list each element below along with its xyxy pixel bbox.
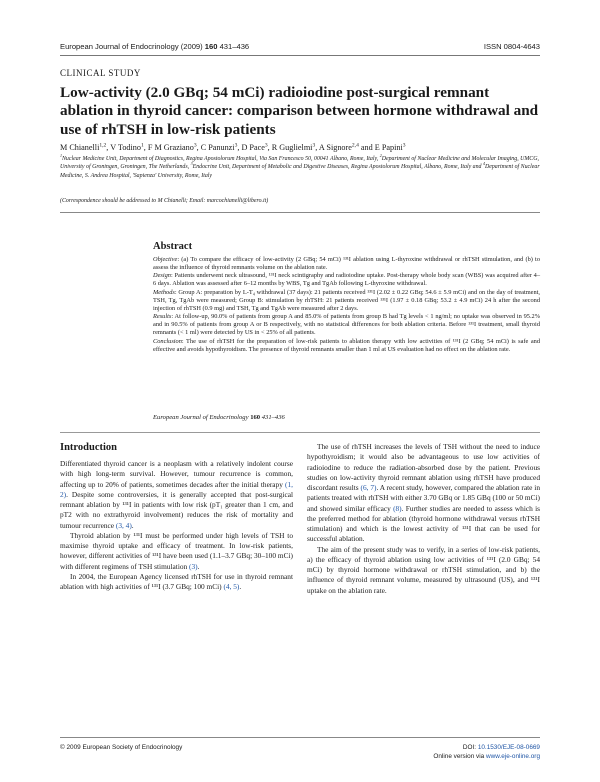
author-name: C Panunzi (200, 143, 235, 152)
abstract-heading: Abstract (153, 241, 193, 252)
author-affiliation-number: 2,4 (351, 142, 359, 149)
paragraph (307, 442, 540, 545)
abstract-text: : At follow-up, 90.0% of patients from group A and 85.0% of patients from group B had Tg levels < 1 ng/ml; no uptake was observed in 95.2% and in 90.5% of patients from group A or B respectively, with no statistical differences for both ablation criteria. Before ¹³¹I treatment, small thyroid remnants (< 1 ml) were detected by US in < 25% of all patients. (153, 313, 540, 337)
abstract-methods (153, 289, 540, 313)
journal-volume: 160 (204, 42, 218, 51)
paragraph: The aim of the present study was to verify, in a series of low-risk patients, a) the efficacy of thyroid ablation using low activities of ¹³¹I (2.0 GBq; 54 mCi) by thyroid hormone withdrawal or rhTSH stimulation, and b) the influence of thyroid remnant volume, measured by ultrasound (US), and ¹³¹I uptake on the ablation rate. (307, 544, 540, 595)
abstract-label: Results (153, 313, 172, 321)
paragraph-text: . (197, 561, 200, 571)
reference-link[interactable]: (3, 4) (115, 520, 132, 530)
citation-pages: 431–436 (260, 414, 285, 421)
abstract-objective (153, 256, 540, 272)
abstract-text: : The use of rhTSH for the preparation of low-risk patients to ablation therapy with low activities of ¹³¹I (2 GBq; 54 mCi) is safe and effective and avoids hypothyroidism. The presence of thyroid remnants smaller than 1 ml at US evaluation had no effect on the ablation rate. (153, 337, 540, 353)
citation-journal: European Journal of Endocrinology (153, 414, 251, 421)
affiliation-text: Endocrine Unit, Department of Metabolic and Digestive Diseases, Regina Apostolorum Hospital, Albano, Rome, Italy and (192, 164, 483, 171)
reference-link[interactable]: (1, 2) (60, 479, 293, 499)
paragraph-text: . (131, 520, 134, 530)
body-column-right (307, 442, 540, 596)
doi-block (433, 744, 540, 761)
paragraph (60, 459, 293, 531)
header-divider (60, 55, 540, 56)
title-block-divider (60, 212, 540, 213)
affiliation-text: Department of Nuclear Medicine, S. Andrea Hospital, 'Sapienza' University, Rome, Italy (60, 164, 540, 179)
affiliation-number: 1 (60, 153, 62, 159)
citation-volume: 160 (250, 414, 261, 421)
reference-link[interactable]: (8) (393, 503, 402, 513)
author-affiliation-number: 3 (234, 142, 238, 149)
issn: ISSN 0804-4643 (483, 42, 540, 51)
abstract-divider (60, 432, 540, 433)
paragraph-text: The use of rhTSH increases the levels of TSH without the need to induce hypothyroidism; it would also be advantageous to use low activities of radioiodine to reduce the radiation-absorbed dose by the patient. Previous studies on low-activity thyroid remnant ablation using rhTSH have produced discordant results (307, 442, 540, 492)
abstract-text: : Group A: preparation by L-T₄ withdrawal (37 days): 21 patients received ¹³¹I (2.02 ± 0.22 GBq; 54.6 ± 5.9 mCi) and on the day of treatment, TSH, Tg, TgAb were measured; Group B: stimulation by rhTSH: 21 patients received ¹³¹I (1.97 ± 0.18 GBq; 53.2 ± 4.9 mCi) 24 h after the second injection of rhTSH (0.9 mg) and TSH, Tg and TgAb were measured after 2 days. (153, 288, 540, 312)
author-affiliation-number: 3 (312, 142, 316, 149)
paragraph-text: In 2004, the European Agency licensed rhTSH for use in thyroid remnant ablation with high activities of ¹³¹I (3.7 GBq; 100 mCi) (60, 571, 293, 591)
abstract-label: Objective (153, 256, 178, 263)
author-name: M Chianelli (60, 143, 100, 152)
doi-link[interactable]: 10.1530/EJE-08-0669 (477, 744, 540, 751)
abstract-label: Design (153, 272, 171, 280)
paragraph-text: . Despite some controversies, it is generally accepted that post-surgical remnant ablation by ¹³¹I in patients with low risk (pT₁ greater than 1 cm, and pT2 with no extrathyroid involvement) reduces the risk of mortality and tumour recurrence (60, 489, 293, 530)
affiliation-number: 3 (190, 161, 193, 167)
affiliation-text: Department of Nuclear Medicine and Molecular Imaging, UMCG, University of Groningen, Groningen, The Netherlands, (60, 156, 539, 171)
introduction-heading: Introduction (60, 442, 117, 453)
paragraph (60, 572, 293, 593)
paragraph-text: Thyroid ablation by ¹³¹I must be performed under high levels of TSH to maximise thyroid uptake and efficacy of treatment. In low-risk patients, however, different activities of ¹³¹I have been used (1.1–3.7 GBq; 30–100 mCi) with different regimens of TSH stimulation (60, 530, 293, 571)
author-name: E Papini (374, 143, 403, 152)
journal-citation-header (60, 42, 249, 51)
footer-divider (60, 737, 540, 738)
author-affiliation-number: 3 (264, 142, 268, 149)
paragraph-text: . Further studies are needed to assess which is the preferred method for ablation (thyroid hormone withdrawal versus rhTSH stimulation) and which is the lowest activity of ¹³¹I that can be used for successful ablation. (307, 503, 540, 544)
reference-link[interactable]: (6, 7) (360, 483, 377, 492)
section-label: CLINICAL STUDY (60, 68, 141, 78)
affiliation-number: 4 (482, 161, 485, 167)
author-name: F M Graziano (147, 143, 194, 152)
author-name: D Pace (241, 143, 265, 152)
author-affiliation-number: 1,2 (99, 142, 107, 149)
abstract-label: Conclusion (153, 337, 182, 345)
abstract-citation (153, 414, 285, 421)
doi-label: DOI: (462, 744, 478, 751)
author-name: R Guglielmi (271, 143, 313, 152)
author-affiliation-number: 1 (141, 142, 144, 149)
affiliations (60, 155, 540, 180)
paragraph (60, 531, 293, 572)
abstract-design (153, 272, 540, 288)
reference-link[interactable]: (4, 5) (223, 582, 240, 591)
abstract-text: : (a) To compare the efficacy of low-activity (2 GBq; 54 mCi) ¹³¹I ablation using L-thyroxine withdrawal or rhTSH stimulation, and (b) to assess the influence of thyroid remnants volume on the ablation rate. (153, 256, 540, 272)
abstract-results (153, 313, 540, 337)
author-affiliation-number: 3 (193, 142, 197, 149)
author-list: M Chianelli$^{1,2}$, V Todino$^1$, F M Graziano$^3$, C Panunzi$^3$, D Pace$^3$, R Guglielmi$^3$, A Signore$^{2,4}$ and E Papini$^3$ (60, 142, 406, 152)
journal-name: European Journal of Endocrinology (2009) (60, 42, 205, 51)
reference-link[interactable]: (3) (189, 561, 198, 571)
author-affiliation-number: 3 (402, 142, 406, 149)
affiliation-number: 2 (379, 153, 382, 159)
affiliation-text: Nuclear Medicine Unit, Department of Diagnostics, Regina Apostolorum Hospital, Via San Francesco 50, 00041 Albano, Rome, Italy, (62, 156, 380, 162)
abstract-label: Methods (153, 288, 175, 296)
author-name: V Todino (110, 143, 141, 152)
paragraph-text: Differentiated thyroid cancer is a neoplasm with a relatively indolent course with high long-term survival. However, tumour recurrence is common, affecting up to 20% of patients, sometimes decades after the initial therapy (60, 459, 293, 489)
correspondence-note: (Correspondence should be addressed to M Chianelli; Email: marcochianelli@libero.it) (60, 198, 269, 204)
article-title: Low-activity (2.0 GBq; 54 mCi) radioiodine post-surgical remnant ablation in thyroid cancer: comparison between hormone withdrawal and use of rhTSH in low-risk patients (60, 84, 539, 138)
journal-pages: 431–436 (217, 42, 250, 51)
abstract-body (153, 256, 540, 354)
author-name: A Signore (318, 143, 352, 152)
journal-website-link[interactable]: www.eje-online.org (486, 752, 540, 760)
abstract-text: : Patients underwent neck ultrasound, ¹³¹I neck scintigraphy and radioiodine uptake. Post-therapy whole body scan (WBS) was acquired after 4–6 days. Ablation was assessed after 6–12 months by WBS, Tg and TgAb following L-thyroxine withdrawal. (153, 272, 540, 288)
body-column-left (60, 459, 293, 592)
paragraph-text: . A recent study, however, compared the ablation rate in patients treated with rhTSH with either 3.70 GBq or 1.85 GBq (100 or 50 mCi) and showed similar efficacy (307, 483, 540, 513)
paragraph-text: . (239, 582, 242, 591)
abstract-conclusion (153, 338, 540, 354)
online-label: Online version via (433, 752, 486, 760)
copyright: © 2009 European Society of Endocrinology (60, 744, 183, 751)
